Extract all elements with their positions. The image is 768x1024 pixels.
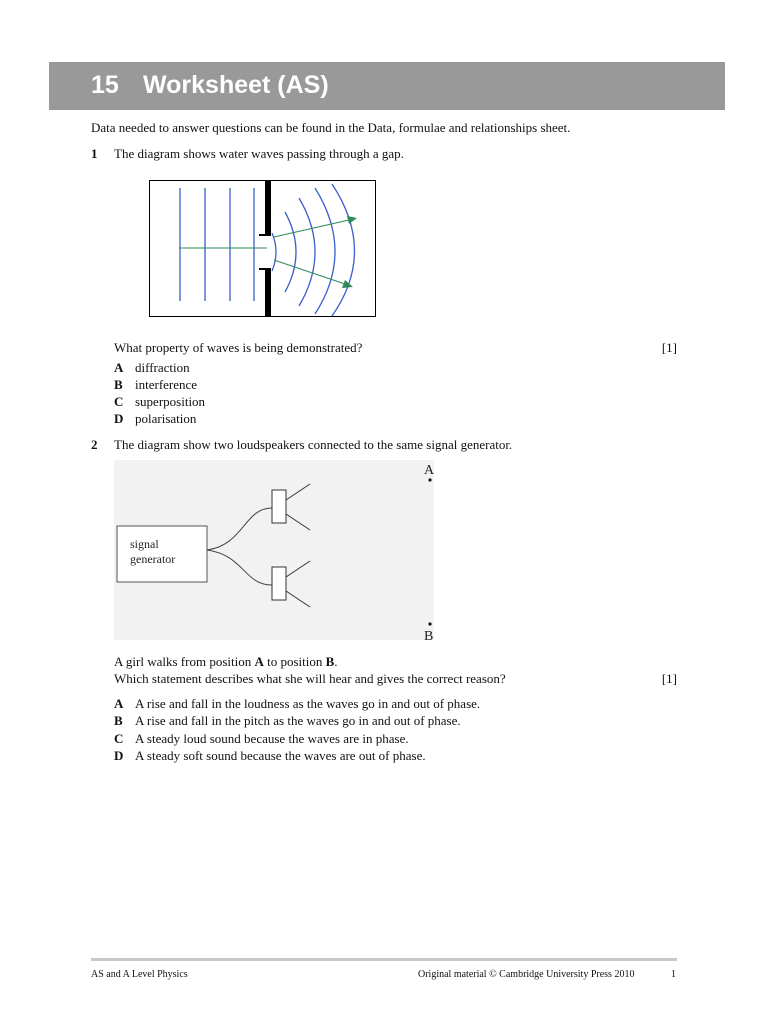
q1-option-letter: C: [114, 394, 124, 409]
q2-option-letter: A: [114, 696, 124, 711]
q2-movement-line: [114, 654, 338, 670]
position-a-label: A: [424, 463, 435, 478]
q1-number: 1: [91, 146, 98, 161]
q2-option-text: A rise and fall in the loudness as the waves go in and out of phase.: [135, 696, 481, 711]
q1-option-letter: D: [114, 411, 124, 426]
q2-number: 2: [91, 437, 98, 452]
position-b-label: B: [424, 629, 434, 644]
q1-option-text: interference: [135, 377, 198, 392]
q1-option-letter: B: [114, 377, 123, 392]
footer-course: AS and A Level Physics: [91, 969, 188, 980]
q2-option-letter: C: [114, 731, 124, 746]
page-number: 1: [671, 969, 676, 980]
q2-position-a: A: [254, 654, 264, 669]
q2-marks: [1]: [661, 671, 677, 686]
loudspeaker-diagram: [114, 460, 444, 645]
q2-line-text: .: [334, 654, 338, 669]
footer-divider: [91, 958, 677, 961]
q2-line-text: A girl walks from position: [114, 654, 255, 669]
diffraction-diagram: [149, 180, 377, 318]
q1-option-text: diffraction: [135, 360, 190, 375]
q1-option-letter: A: [114, 360, 124, 375]
q1-stem: The diagram shows water waves passing through a gap.: [114, 146, 404, 161]
q2-option-letter: D: [114, 748, 124, 763]
q2-option-text: A steady soft sound because the waves are out of phase.: [135, 748, 426, 763]
signal-generator-label-line1: signal: [130, 537, 159, 551]
worksheet-title: Worksheet (AS): [143, 71, 329, 99]
q2-question: Which statement describes what she will hear and gives the correct reason?: [114, 671, 506, 686]
q2-line-text: to position: [263, 654, 326, 669]
q1-option-text: polarisation: [135, 411, 197, 426]
intro-text: Data needed to answer questions can be found in the Data, formulae and relationships sheet.: [91, 120, 571, 135]
q2-option-text: A rise and fall in the pitch as the waves go in and out of phase.: [135, 713, 461, 728]
q1-marks: [1]: [661, 340, 677, 355]
footer-copyright: Original material © Cambridge University Press 2010: [418, 969, 635, 980]
q2-option-text: A steady loud sound because the waves are in phase.: [135, 731, 409, 746]
q2-position-b: B: [325, 654, 335, 669]
worksheet-header: [49, 62, 725, 110]
q1-question: What property of waves is being demonstrated?: [114, 340, 363, 355]
chapter-number: 15: [91, 71, 119, 99]
q2-option-letter: B: [114, 713, 123, 728]
signal-generator-label-line2: generator: [130, 552, 176, 566]
q2-stem: The diagram show two loudspeakers connected to the same signal generator.: [114, 437, 513, 452]
q1-option-text: superposition: [135, 394, 206, 409]
